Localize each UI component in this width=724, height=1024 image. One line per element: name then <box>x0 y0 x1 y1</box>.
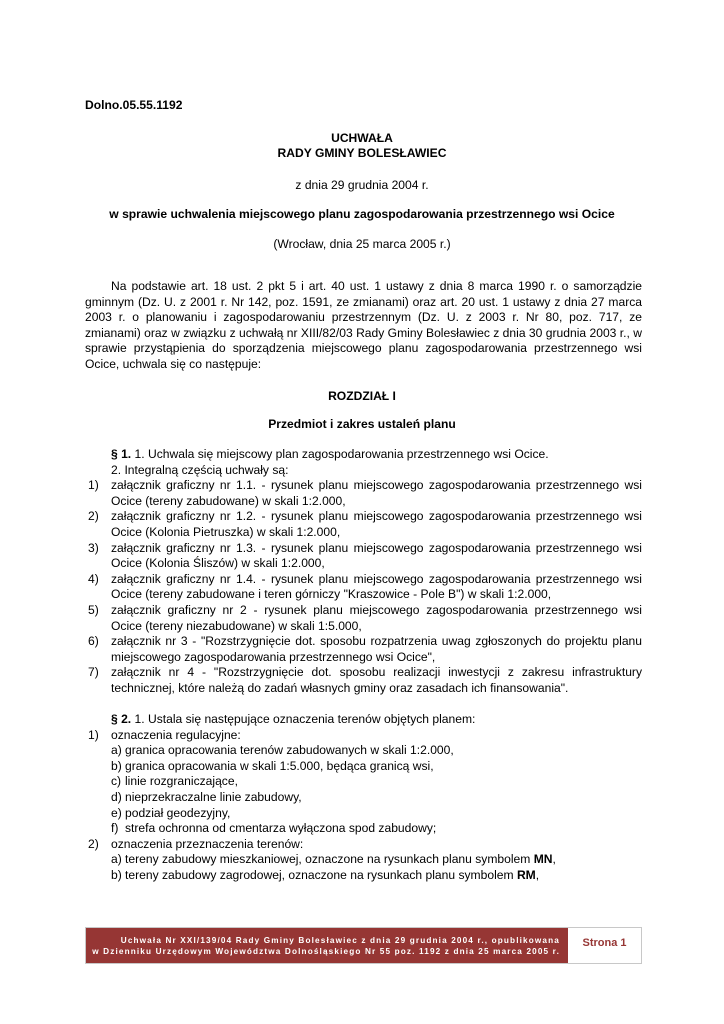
item-number: 5) <box>88 602 99 617</box>
document-issuer: RADY GMINY BOLESŁAWIEC <box>277 146 447 160</box>
item-text: załącznik graficzny nr 1.4. - rysunek planu miejscowego zagospodarowania przestrzennego wsi Ocice (tereny zabudowane i teren górniczy "Kraszowice - Pole B") w skali 1:2.000, <box>111 571 642 602</box>
document-title: UCHWAŁA <box>331 131 393 145</box>
item-number: 3) <box>88 540 99 555</box>
footer-line-2: w Dzienniku Urzędowym Województwa Dolnośląskiego Nr 55 poz. 1192 z dnia 25 marca 2005 r. <box>92 947 560 956</box>
item-letter: c) <box>111 774 122 789</box>
item-text: załącznik graficzny nr 1.3. - rysunek planu miejscowego zagospodarowania przestrzennego wsi Ocice (Kolonia Śliszów) w skali 1:2.000, <box>111 540 642 571</box>
land-use-symbol: MN <box>533 852 553 867</box>
item-text: załącznik graficzny nr 2 - rysunek planu miejscowego zagospodarowania przestrzennego wsi Ocice (tereny niezabudowane) w skali 1:5.000, <box>111 602 642 633</box>
chapter-subtitle: Przedmiot i zakres ustaleń planu <box>268 417 456 431</box>
footer-citation <box>86 928 568 963</box>
item-letter: f) <box>111 821 119 836</box>
sublist-item <box>85 774 642 790</box>
document-subject: w sprawie uchwalenia miejscowego planu zagospodarowania przestrzennego wsi Ocice <box>109 207 615 221</box>
item-letter: b) <box>111 758 122 773</box>
item-text: załącznik graficzny nr 1.1. - rysunek planu miejscowego zagospodarowania przestrzennego wsi Ocice (tereny zabudowane) w skali 1:2.000, <box>111 478 642 508</box>
document-date: z dnia 29 grudnia 2004 r. <box>295 178 429 192</box>
item-text: tereny zabudowy zagrodowej, oznaczone na rysunkach planu symbolem <box>125 867 517 882</box>
section-1-point-2: 2. Integralną częścią uchwały są: <box>111 462 289 477</box>
item-number: 7) <box>88 665 99 680</box>
land-use-markings-list <box>85 852 642 883</box>
footer-line-1: Uchwała Nr XXI/139/04 Rady Gminy Bolesławiec z dnia 29 grudnia 2004 r., opublikowana <box>120 936 560 945</box>
chapter-title: ROZDZIAŁ I <box>328 389 396 403</box>
item-letter: b) <box>111 867 122 882</box>
page-number: Strona 1 <box>568 928 641 963</box>
list-item <box>85 634 642 665</box>
section-1 <box>85 447 642 697</box>
section-2 <box>85 712 642 884</box>
sublist-item <box>85 743 642 759</box>
list-item <box>85 728 642 744</box>
item-text: linie rozgraniczające, <box>125 774 238 789</box>
item-number: 1) <box>88 727 99 742</box>
item-letter: e) <box>111 805 122 820</box>
item-text: załącznik nr 4 - "Rozstrzygnięcie dot. sposobu realizacji inwestycji z zakresu infrastruktury technicznej, które należą do zadań własnych gminy oraz zasadach ich finansowania". <box>111 665 642 695</box>
regulatory-markings-list <box>85 743 642 837</box>
sublist-item <box>85 852 642 868</box>
sublist-item <box>85 790 642 806</box>
item-letter: a) <box>111 852 122 867</box>
attachments-list <box>85 478 642 696</box>
land-use-symbol: RM <box>516 867 536 882</box>
item-letter: d) <box>111 789 122 804</box>
section-text: 1. Ustala się następujące oznaczenia terenów objętych planem: <box>131 712 476 726</box>
item-number: 4) <box>88 571 99 586</box>
document-reference: Dolno.05.55.1192 <box>85 98 183 112</box>
list-item <box>85 665 642 696</box>
item-text: granica opracowania w skali 1:5.000, będąca granicą wsi, <box>125 758 434 773</box>
publication-date: (Wrocław, dnia 25 marca 2005 r.) <box>273 237 451 251</box>
item-text: oznaczenia przeznaczenia terenów: <box>111 836 304 851</box>
list-item <box>85 478 642 509</box>
intro-paragraph: Na podstawie art. 18 ust. 2 pkt 5 i art. 40 ust. 1 ustawy z dnia 8 marca 1990 r. o samorządzie gminnym (Dz. U. z 2001 r. Nr 142, poz. 1591, ze zmianami) oraz art. 20 ust. 1 ustawy z dnia 27 marca 2003 r. o planowaniu i zagospodarowaniu przestrzennym (Dz. U. z 2003 r. Nr 80, poz. 717, ze zmianami) oraz w związku z uchwałą nr XIII/82/03 Rady Gminy Bolesławiec z dnia 30 grudnia 2003 r., w sprawie przystąpienia do sporządzenia miejscowego planu zagospodarowania przestrzennego wsi Ocice, uchwala się co następuje: <box>85 279 642 371</box>
markings-list <box>85 728 642 744</box>
sublist-item <box>85 806 642 822</box>
list-item <box>85 509 642 540</box>
page-footer <box>85 927 642 964</box>
list-item <box>85 572 642 603</box>
section-mark: § 1. <box>111 447 132 461</box>
item-text: granica opracowania terenów zabudowanych w skali 1:2.000, <box>125 743 454 758</box>
item-letter: a) <box>111 743 122 758</box>
item-end: , <box>552 852 556 867</box>
list-item <box>85 837 642 853</box>
sublist-item <box>85 759 642 775</box>
list-item <box>85 603 642 634</box>
section-text: 1. Uchwala się miejscowy plan zagospodarowania przestrzennego wsi Ocice. <box>131 447 549 461</box>
item-text: tereny zabudowy mieszkaniowej, oznaczone na rysunkach planu symbolem <box>125 852 534 867</box>
section-2-heading <box>85 712 642 728</box>
item-number: 1) <box>88 478 99 493</box>
markings-list-2 <box>85 837 642 853</box>
item-number: 2) <box>88 836 99 851</box>
sublist-item <box>85 868 642 884</box>
item-number: 6) <box>88 634 99 649</box>
section-mark: § 2. <box>111 712 132 726</box>
item-end: , <box>535 867 540 882</box>
sublist-item <box>85 821 642 837</box>
item-text: nieprzekraczalne linie zabudowy, <box>125 789 302 804</box>
item-number: 2) <box>88 509 99 524</box>
list-item <box>85 541 642 572</box>
item-text: załącznik graficzny nr 1.2. - rysunek planu miejscowego zagospodarowania przestrzennego wsi Ocice (Kolonia Pietruszka) w skali 1:2.000, <box>111 509 642 539</box>
section-1-heading <box>85 447 642 463</box>
item-text: podział geodezyjny, <box>125 805 231 820</box>
item-text: strefa ochronna od cmentarza wyłączona spod zabudowy; <box>125 821 437 836</box>
item-text: oznaczenia regulacyjne: <box>111 727 241 742</box>
item-text: załącznik nr 3 - "Rozstrzygnięcie dot. sposobu rozpatrzenia uwag zgłoszonych do projektu planu miejscowego zagospodarowania przestrzennego wsi Ocice", <box>111 634 642 664</box>
